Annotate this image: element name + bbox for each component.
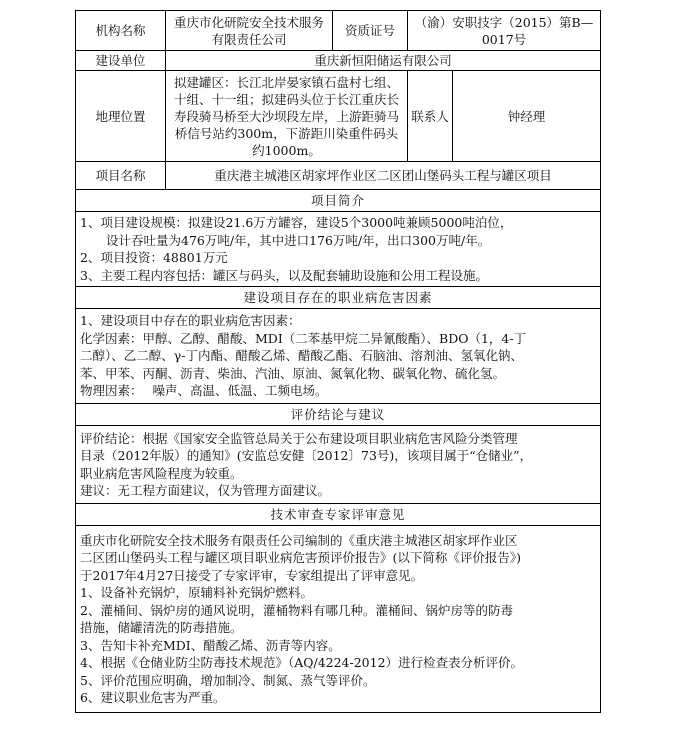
review-line: 1、设备补充锅炉，原辅料补充锅炉燃料。	[80, 585, 313, 600]
review-line: 措施，储罐清洗的防毒措施。	[80, 620, 243, 635]
intro-body	[76, 212, 601, 287]
conclusion-body	[76, 426, 601, 504]
cert-label: 资质证号	[333, 11, 408, 51]
hazards-body	[76, 309, 601, 404]
builder-row	[76, 51, 601, 71]
conclusion-line: 评价结论：根据《国家安全监管总局关于公布建设项目职业病危害风险分类管理	[80, 430, 518, 446]
hazards-chemical-line: 苯、甲苯、丙酮、沥青、柴油、汽油、原油、氮氧化物、碳氧化物、硫化氢。	[80, 365, 506, 381]
hazards-intro: 1、建设项目中存在的职业病危害因素：	[80, 313, 301, 329]
builder-label: 建设单位	[76, 51, 166, 71]
physical-value: 噪声、高温、低温、工频电场。	[152, 383, 328, 399]
review-body-row	[76, 526, 601, 713]
review-line: 二区团山堡码头工程与罐区项目职业病危害预评价报告》(以下简称《评价报告》)	[80, 550, 522, 565]
contact-value: 钟经理	[453, 71, 601, 162]
review-line: 3、告知卡补充MDI、醋酸乙烯、沥青等内容。	[80, 637, 341, 653]
conclusion-line: 建议：无工程方面建议，仅为管理方面建议。	[80, 483, 331, 498]
project-value: 重庆港主城港区胡家坪作业区二区团山堡码头工程与罐区项目	[166, 162, 601, 190]
intro-line: 设计吞吐量为476万吨/年，其中进口176万吨/年，出口300万吨/年。	[106, 232, 491, 248]
hazards-chemical-line: 二醇）、乙二醇、γ-丁内酯、醋酸乙烯、醋酸乙酯、石脑油、溶剂油、氢氧化钠、	[80, 348, 523, 364]
cert-value: （渝）安职技字（2015）第B—0017号	[408, 11, 601, 51]
conclusion-header-row	[76, 404, 601, 426]
review-body	[76, 526, 601, 713]
physical-label: 物理因素：	[80, 383, 143, 399]
intro-line: 2、项目投资：48801万元	[80, 250, 228, 265]
intro-header-row	[76, 190, 601, 212]
hazards-header-row	[76, 287, 601, 309]
org-row	[76, 11, 601, 51]
location-row	[76, 71, 601, 162]
project-row	[76, 162, 601, 190]
review-header-row	[76, 504, 601, 526]
review-line: 2、灌桶间、锅炉房的通风说明，灌桶物料有哪几种。灌桶间、锅炉房等的防毒	[80, 602, 513, 618]
review-title: 技术审查专家评审意见	[76, 504, 601, 526]
review-line: 重庆市化研院安全技术服务有限责任公司编制的《重庆港主城港区胡家坪作业区	[80, 532, 518, 548]
org-label: 机构名称	[76, 11, 166, 51]
intro-line: 3、主要工程内容包括：罐区与码头，以及配套辅助设施和公用工程设施。	[80, 267, 488, 283]
hazards-title: 建设项目存在的职业病危害因素	[76, 287, 601, 309]
intro-line: 1、项目建设规模：拟建设21.6万方罐容，建设5个3000吨兼顾5000吨泊位，	[80, 215, 513, 230]
conclusion-line: 职业病危害风险程度为较重。	[80, 465, 243, 481]
location-label: 地理位置	[76, 71, 166, 162]
hazards-physical-line	[80, 382, 596, 400]
conclusion-body-row	[76, 426, 601, 504]
conclusion-line: 目录（2012年版）的通知》(安监总安健〔2012〕73号)，该项目属于“仓储业”，	[80, 448, 533, 463]
project-label: 项目名称	[76, 162, 166, 190]
builder-value: 重庆新恒阳储运有限公司	[166, 51, 601, 71]
conclusion-title: 评价结论与建议	[76, 404, 601, 426]
org-value: 重庆市化研院安全技术服务有限责任公司	[166, 11, 333, 51]
hazards-body-row	[76, 309, 601, 404]
document	[75, 10, 600, 713]
location-value: 拟建罐区：长江北岸晏家镇石盘村七组、十组、十一组；拟建码头位于长江重庆长寿段骑马桥至大沙坝段左岸，上游距骑马桥信号站约300m，下游距川染重件码头约1000m。	[166, 71, 408, 162]
intro-title: 项目简介	[76, 190, 601, 212]
contact-label: 联系人	[408, 71, 453, 162]
review-line: 5、评价范围应明确，增加制冷、制氮、蒸气等评价。	[80, 672, 376, 688]
review-line: 4、根据《仓储业防尘防毒技术规范》（AQ/4224-2012）进行检查表分析评价。	[80, 655, 524, 670]
review-line: 6、建议职业危害为严重。	[80, 690, 226, 705]
intro-body-row	[76, 212, 601, 287]
hazards-chemical-line: 化学因素：甲醇、乙醇、醋酸、MDI（二苯基甲烷二异氰酸酯）、BDO（1，4-丁	[80, 330, 527, 346]
report-form	[75, 10, 601, 713]
review-line: 于2017年4月27日接受了专家评审，专家组提出了评审意见。	[80, 567, 424, 583]
